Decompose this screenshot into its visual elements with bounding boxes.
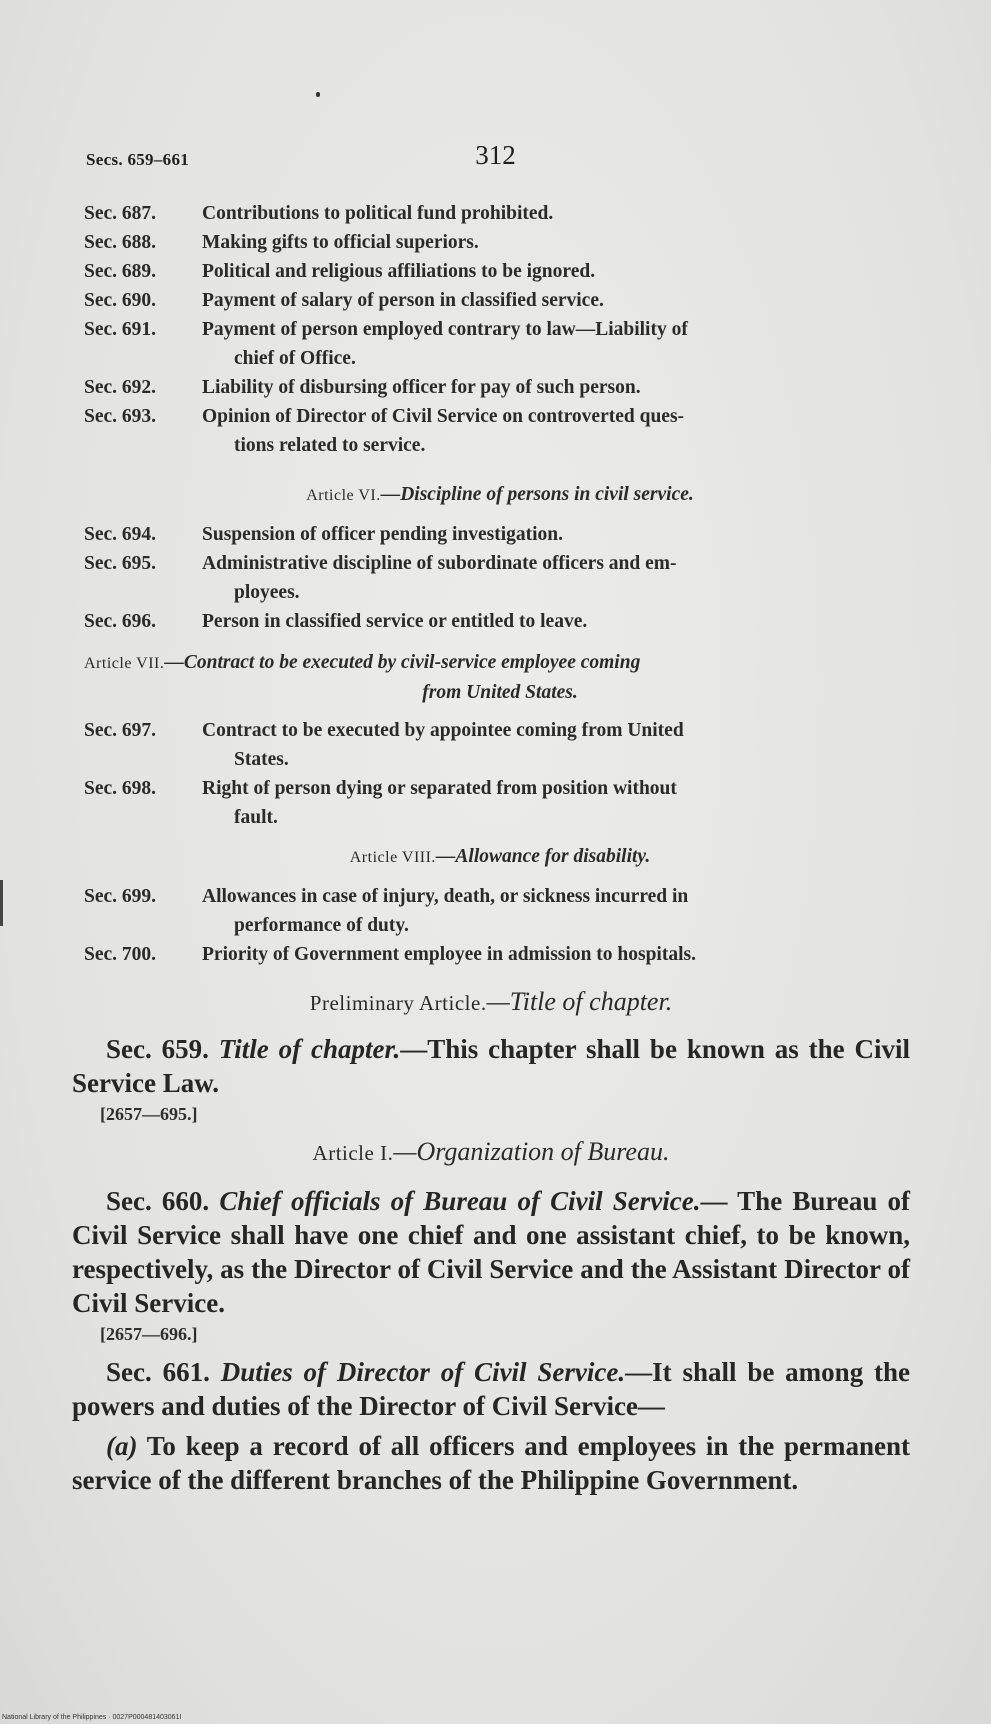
item-a [72, 1429, 910, 1497]
article-title: —Allowance for disability. [435, 846, 651, 867]
toc-entry-continuation: tions related to service. [234, 435, 426, 456]
toc-entry-continuation: fault. [234, 807, 278, 828]
toc-group-1 [84, 199, 916, 460]
section-text: —It shall be among the powers and duties of the Director of Civil Service— [72, 1357, 911, 1421]
section-number: Sec. 661. [106, 1357, 210, 1387]
citation: [2657—695.] [100, 1104, 198, 1124]
toc-entry: Sec. 698. Right of person dying or separated from position without [84, 778, 677, 799]
toc-entry: Sec. 689. Political and religious affiliations to be ignored. [84, 261, 596, 282]
toc-entry: Sec. 696. Person in classified service or entitled to leave. [84, 611, 588, 632]
margin-mark [0, 880, 3, 926]
toc-entry: Sec. 699. Allowances in case of injury, death, or sickness incurred in [84, 886, 689, 907]
toc-group-3 [84, 716, 916, 832]
toc-entry: Sec. 688. Making gifts to official superiors. [84, 232, 479, 253]
section-title: Duties of Director of Civil Service. [220, 1357, 626, 1387]
toc-article-vii [84, 648, 916, 707]
scan-footer: National Library of the Philippines · 0027P000481403061I [2, 1714, 182, 1721]
toc-entry: Sec. 691. Payment of person employed contrary to law—Liability of [84, 319, 688, 340]
section-title: Title of chapter. [218, 1034, 401, 1064]
toc-article-vi [84, 480, 916, 510]
toc-group-2 [84, 520, 916, 636]
item-label: (a) [106, 1431, 138, 1461]
toc-entry: Sec. 695. Administrative discipline of subordinate officers and em- [84, 553, 677, 574]
section-text: —This chapter shall be known as the Civil Service Law. [72, 1034, 911, 1098]
toc-entry: Sec. 697. Contract to be executed by appointee coming from United [84, 720, 684, 741]
toc-entry: Sec. 692. Liability of disbursing officer for pay of such person. [84, 377, 641, 398]
toc-entry-continuation: ployees. [234, 582, 300, 603]
toc-entry-continuation: chief of Office. [234, 348, 356, 369]
section-text: — The Bureau of Civil Service shall have one chief and one assistant chief, to be known, respectively, as the Director of Civil Service and the Assistant Director of Civil Service. [72, 1186, 911, 1318]
toc-entry: Sec. 687. Contributions to political fund prohibited. [84, 203, 554, 224]
article-i-heading: Article I.—Organization of Bureau. [312, 1137, 670, 1166]
section-661 [72, 1355, 910, 1423]
citation: [2657—696.] [100, 1324, 198, 1344]
toc-entry: Sec. 693. Opinion of Director of Civil Service on controverted ques- [84, 406, 685, 427]
preliminary-article-heading: Preliminary Article.—Title of chapter. [309, 987, 673, 1016]
running-head: Secs. 659–661 [86, 150, 190, 169]
item-text: To keep a record of all officers and employees in the permanent service of the different branches of the Philippine Government. [72, 1431, 910, 1495]
article-title-continuation: from United States. [422, 682, 578, 703]
page-number: 312 [475, 140, 516, 170]
article-label: Article VI. [306, 487, 381, 504]
section-title: Chief officials of Bureau of Civil Service. [219, 1186, 701, 1216]
article-label: Article VII. [84, 655, 165, 672]
section-number: Sec. 659. [106, 1034, 209, 1064]
section-660 [72, 1184, 910, 1320]
section-659 [72, 1032, 910, 1100]
toc-entry: Sec. 694. Suspension of officer pending investigation. [84, 524, 563, 545]
toc-entry-continuation: performance of duty. [234, 915, 409, 936]
ink-speck [316, 92, 320, 97]
toc-entry-continuation: States. [234, 749, 289, 770]
toc-entry: Sec. 690. Payment of salary of person in classified service. [84, 290, 604, 311]
article-title: —Contract to be executed by civil-service employee coming [164, 652, 641, 673]
article-label: Article VIII. [349, 849, 436, 866]
toc-entry: Sec. 700. Priority of Government employee in admission to hospitals. [84, 944, 696, 965]
body-text [72, 985, 910, 1497]
toc-group-4 [84, 882, 916, 969]
toc-article-viii [84, 842, 916, 872]
section-number: Sec. 660. [106, 1186, 210, 1216]
article-title: —Discipline of persons in civil service. [380, 484, 694, 505]
